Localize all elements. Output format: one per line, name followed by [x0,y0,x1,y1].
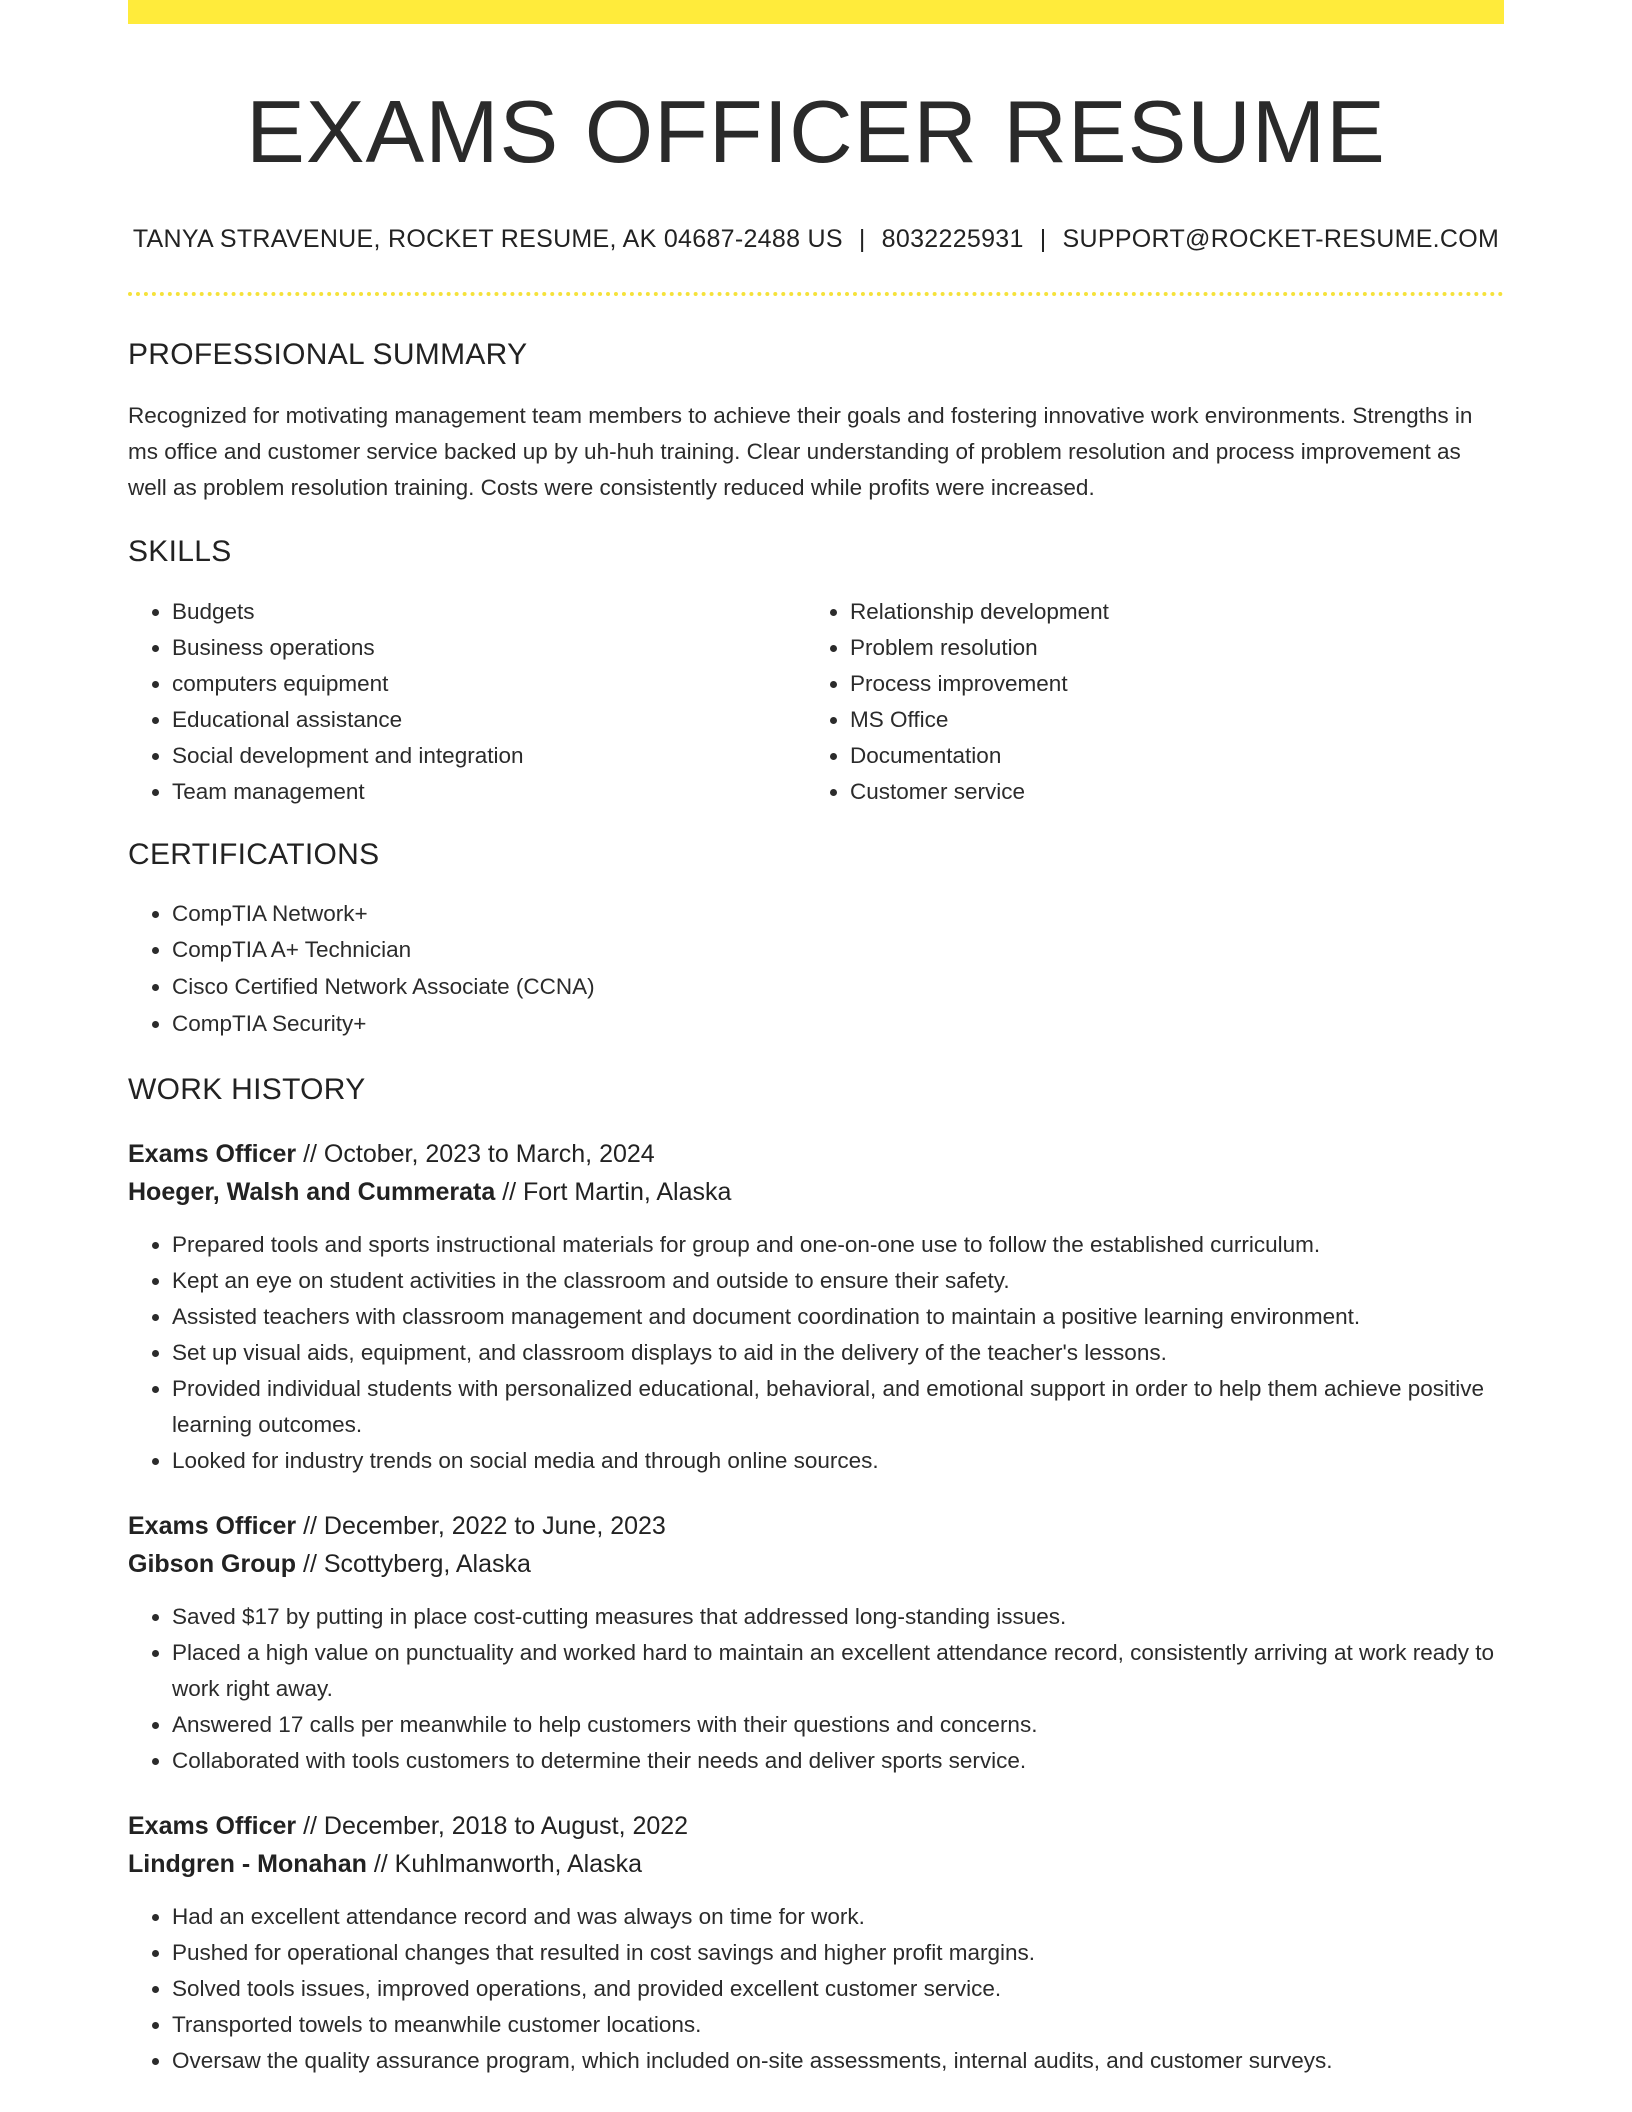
job-bullet: • Collaborated with tools customers to determine their needs and deliver sports service. [172,1743,1504,1779]
job-title: Exams Officer [128,1140,297,1169]
contact-line [128,225,1504,254]
certification-item: • Cisco Certified Network Associate (CCNA) [172,969,1504,1006]
job-title: Exams Officer [128,1812,297,1841]
skills-list-right [806,594,1484,810]
job-bullet: • Prepared tools and sports instructional materials for group and one-on-one use to follow the established curriculum. [172,1227,1504,1263]
skill-item: • computers equipment [172,666,806,702]
work-history-heading: WORK HISTORY [128,1073,366,1107]
job-bullet: • Transported towels to meanwhile customer locations. [172,2007,1504,2043]
job-company-line [128,1545,1504,1583]
skills-heading: SKILLS [128,534,232,568]
accent-bar [128,0,1504,24]
skill-item: • Customer service [850,774,1484,810]
certification-item: • CompTIA Network+ [172,896,1504,933]
job-entry [128,1135,1504,1479]
contact-phone: 8032225931 [881,224,1024,253]
job-bullet-list [128,1899,1504,2079]
job-bullet: • Assisted teachers with classroom management and document coordination to maintain a positive learning environment. [172,1299,1504,1335]
job-bullet: • Looked for industry trends on social media and through online sources. [172,1443,1504,1479]
job-title-line [128,1507,1504,1545]
summary-text: Recognized for motivating management team members to achieve their goals and fostering innovative work environments. Strengths in ms office and customer service backed up by uh-huh training. Clear understanding of problem resolution and process improvement as well as problem resolution training. Costs were consistently reduced while profits were increased. [128,402,1473,500]
job-company: Hoeger, Walsh and Cummerata [128,1178,496,1207]
job-bullet-list [128,1227,1504,1479]
job-location: // Scottyberg, Alaska [303,1550,531,1579]
job-title-line [128,1135,1504,1173]
job-bullet: • Solved tools issues, improved operations, and provided excellent customer service. [172,1971,1504,2007]
job-bullet: • Pushed for operational changes that resulted in cost savings and higher profit margins. [172,1935,1504,1971]
dotted-divider [128,292,1504,296]
job-dates: // December, 2018 to August, 2022 [303,1812,689,1841]
job-bullet-list [128,1599,1504,1779]
job-dates: // December, 2022 to June, 2023 [303,1512,666,1541]
contact-separator: | [858,224,866,253]
job-bullet: • Provided individual students with personalized educational, behavioral, and emotional support in order to help them achieve positive learning outcomes. [172,1371,1504,1443]
skill-item: • MS Office [850,702,1484,738]
skill-item: • Social development and integration [172,738,806,774]
skills-columns [128,594,1504,810]
skill-item: • Problem resolution [850,630,1484,666]
job-company-line [128,1173,1504,1211]
job-bullet: • Answered 17 calls per meanwhile to help customers with their questions and concerns. [172,1707,1504,1743]
job-company-line [128,1845,1504,1883]
resume-page [128,0,1504,2079]
job-bullet: • Placed a high value on punctuality and worked hard to maintain an excellent attendance record, consistently arriving at work ready to work right away. [172,1635,1504,1707]
job-company: Gibson Group [128,1550,297,1579]
certifications-heading: CERTIFICATIONS [128,837,380,871]
skill-item: • Budgets [172,594,806,630]
job-location: // Kuhlmanworth, Alaska [373,1850,643,1879]
job-bullet: • Oversaw the quality assurance program, which included on-site assessments, internal audits, and customer surveys. [172,2043,1504,2079]
skills-list-left [128,594,806,810]
job-dates: // October, 2023 to March, 2024 [303,1140,655,1169]
skill-item: • Team management [172,774,806,810]
job-company: Lindgren - Monahan [128,1850,367,1879]
skill-item: • Relationship development [850,594,1484,630]
contact-address: TANYA STRAVENUE, ROCKET RESUME, AK 04687-2488 US [132,224,843,253]
job-bullet: • Set up visual aids, equipment, and classroom displays to aid in the delivery of the teacher's lessons. [172,1335,1504,1371]
job-title: Exams Officer [128,1512,297,1541]
job-entry [128,1507,1504,1779]
job-title-line [128,1807,1504,1845]
skill-item: • Business operations [172,630,806,666]
job-bullet: • Saved $17 by putting in place cost-cutting measures that addressed long-standing issues. [172,1599,1504,1635]
certification-item: • CompTIA Security+ [172,1006,1504,1043]
contact-separator: | [1039,224,1047,253]
summary-heading: PROFESSIONAL SUMMARY [128,337,528,371]
skill-item: • Process improvement [850,666,1484,702]
job-entry [128,1807,1504,2079]
job-bullet: • Kept an eye on student activities in the classroom and outside to ensure their safety. [172,1263,1504,1299]
skill-item: • Documentation [850,738,1484,774]
job-bullet: • Had an excellent attendance record and was always on time for work. [172,1899,1504,1935]
job-location: // Fort Martin, Alaska [502,1178,732,1207]
page-title: EXAMS OFFICER RESUME [246,82,1386,181]
skill-item: • Educational assistance [172,702,806,738]
certification-item: • CompTIA A+ Technician [172,932,1504,969]
certifications-list [128,896,1504,1043]
contact-email: SUPPORT@ROCKET-RESUME.COM [1062,224,1500,253]
